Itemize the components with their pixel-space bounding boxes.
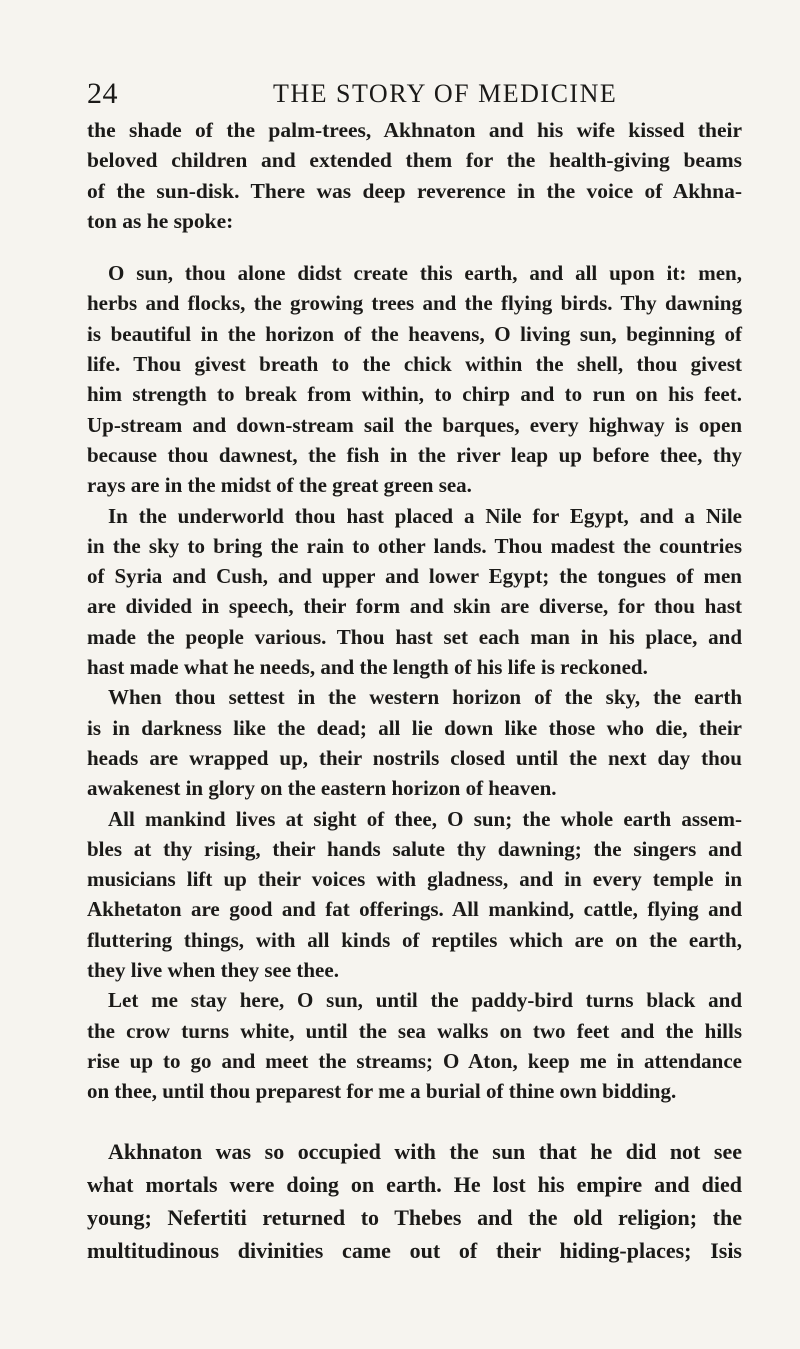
text-line: on thee, until thou preparest for me a burial of thine own bidding. bbox=[87, 1079, 677, 1104]
text-line: him strength to break from within, to chirp and to run on his feet. bbox=[87, 382, 742, 407]
text-line: beloved children and extended them for the health-giving beams bbox=[87, 148, 742, 173]
text-line: the shade of the palm-trees, Akhnaton and his wife kissed their bbox=[87, 118, 742, 142]
text-line: All mankind lives at sight of thee, O sun; the whole earth assem- bbox=[108, 806, 742, 831]
text-line: awakenest in glory on the eastern horizon of heaven. bbox=[87, 776, 557, 801]
page-number: 24 bbox=[87, 77, 118, 110]
text-line: of the sun-disk. There was deep reverence in the voice of Akhna- bbox=[87, 178, 742, 203]
text-line: what mortals were doing on earth. He lost his empire and died bbox=[87, 1171, 742, 1197]
text-line: musicians lift up their voices with gladness, and in every temple in bbox=[87, 867, 742, 892]
text-line: made the people various. Thou hast set each man in his place, and bbox=[87, 624, 742, 649]
text-line: hast made what he needs, and the length of his life is reckoned. bbox=[87, 655, 648, 680]
text-line: is in darkness like the dead; all lie down like those who die, their bbox=[87, 715, 742, 740]
text-line: fluttering things, with all kinds of reptiles which are on the earth, bbox=[87, 927, 742, 952]
closing-paragraph bbox=[87, 1135, 742, 1267]
text-line: because thou dawnest, the fish in the river leap up before thee, thy bbox=[87, 442, 742, 467]
hymn-paragraph bbox=[87, 985, 742, 1106]
text-line: ton as he spoke: bbox=[87, 208, 234, 233]
text-line: life. Thou givest breath to the chick within the shell, thou givest bbox=[87, 352, 742, 377]
text-line: they live when they see thee. bbox=[87, 958, 339, 983]
spacer bbox=[87, 1107, 742, 1135]
text-line: Akhetaton are good and fat offerings. All mankind, cattle, flying and bbox=[87, 897, 742, 922]
text-line: Up-stream and down-stream sail the barques, every highway is open bbox=[87, 412, 742, 437]
page-body bbox=[87, 115, 742, 1267]
text-line: in the sky to bring the rain to other lands. Thou madest the countries bbox=[87, 533, 742, 558]
spacer bbox=[87, 236, 742, 258]
text-line: rise up to go and meet the streams; O Aton, keep me in attendance bbox=[87, 1048, 742, 1073]
hymn-paragraph bbox=[87, 501, 742, 683]
text-line: Akhnaton was so occupied with the sun that he did not see bbox=[108, 1138, 742, 1164]
hymn-quotation bbox=[87, 258, 742, 1106]
running-title: THE STORY OF MEDICINE bbox=[273, 79, 618, 108]
text-line: rays are in the midst of the great green sea. bbox=[87, 473, 472, 498]
text-line: the crow turns white, until the sea walks on two feet and the hills bbox=[87, 1018, 742, 1043]
text-line: O sun, thou alone didst create this earth, and all upon it: men, bbox=[108, 261, 742, 286]
hymn-paragraph bbox=[87, 682, 742, 803]
text-line: are divided in speech, their form and skin are diverse, for thou hast bbox=[87, 594, 742, 619]
hymn-paragraph bbox=[87, 258, 742, 500]
text-line: multitudinous divinities came out of their hiding-places; Isis bbox=[87, 1237, 742, 1263]
text-line: young; Nefertiti returned to Thebes and the old religion; the bbox=[87, 1204, 742, 1230]
hymn-paragraph bbox=[87, 804, 742, 986]
text-line: of Syria and Cush, and upper and lower Egypt; the tongues of men bbox=[87, 564, 742, 589]
page-header bbox=[87, 74, 737, 114]
text-line: When thou settest in the western horizon of the sky, the earth bbox=[108, 685, 742, 710]
text-line: Let me stay here, O sun, until the paddy-bird turns black and bbox=[108, 988, 742, 1013]
text-line: is beautiful in the horizon of the heavens, O living sun, beginning of bbox=[87, 321, 742, 346]
text-line: heads are wrapped up, their nostrils closed until the next day thou bbox=[87, 745, 742, 770]
text-line: In the underworld thou hast placed a Nile for Egypt, and a Nile bbox=[108, 503, 742, 528]
intro-paragraph bbox=[87, 115, 742, 236]
text-line: bles at thy rising, their hands salute thy dawning; the singers and bbox=[87, 836, 742, 861]
text-line: herbs and flocks, the growing trees and the flying birds. Thy dawning bbox=[87, 291, 742, 316]
